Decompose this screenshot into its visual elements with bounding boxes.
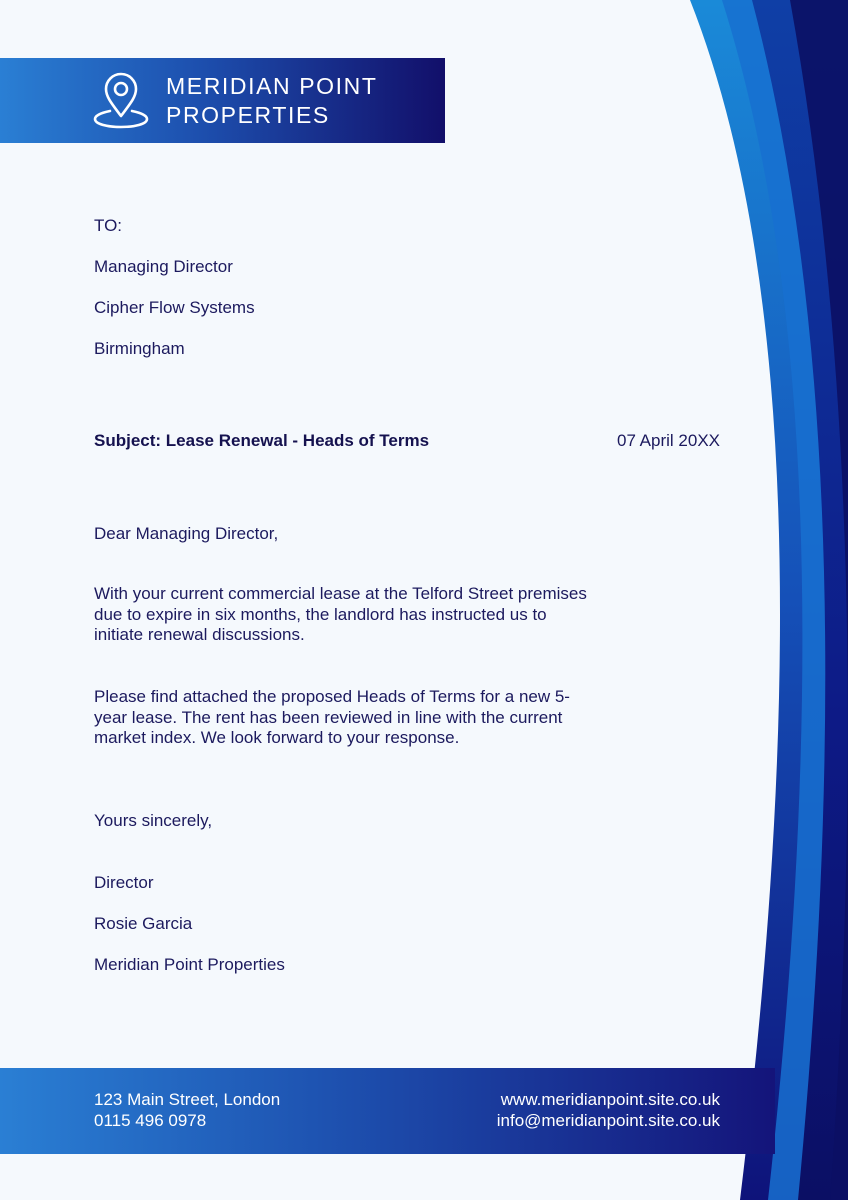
brand-line-1: MERIDIAN POINT: [166, 73, 378, 99]
signature-role: Director: [94, 873, 154, 892]
letter-date: 07 April 20XX: [616, 431, 720, 450]
recipient-label: TO:: [94, 216, 123, 235]
footer-phone: 0115 496 0978: [94, 1110, 207, 1130]
footer-contact-right: [497, 1090, 720, 1131]
recipient-city: Birmingham: [94, 339, 185, 358]
salutation: Dear Managing Director,: [94, 524, 279, 543]
closing: Yours sincerely,: [94, 811, 213, 830]
footer-contact-left: [94, 1090, 280, 1131]
signature-name: Rosie Garcia: [94, 914, 193, 933]
brand-name: [166, 72, 378, 130]
signature-company: Meridian Point Properties: [94, 955, 285, 974]
footer-address: 123 Main Street, London: [94, 1090, 281, 1109]
recipient-title: Managing Director: [94, 257, 233, 276]
body-paragraph-1: With your current commercial lease at the Telford Street premises due to expire in six months, the landlord has instructed us to initiate renewal discussions.: [94, 584, 587, 644]
body-paragraph-2: Please find attached the proposed Heads of Terms for a new 5-year lease. The rent has been reviewed in line with the current market index. We look forward to your response.: [94, 687, 570, 747]
recipient-company: Cipher Flow Systems: [94, 298, 255, 317]
footer-email[interactable]: info@meridianpoint.site.co.uk: [496, 1110, 720, 1130]
subject-line: Subject: Lease Renewal - Heads of Terms: [94, 431, 430, 450]
brand-line-2: PROPERTIES: [166, 102, 330, 128]
location-pin-icon: [92, 70, 150, 130]
footer-website[interactable]: www.meridianpoint.site.co.uk: [500, 1090, 720, 1109]
